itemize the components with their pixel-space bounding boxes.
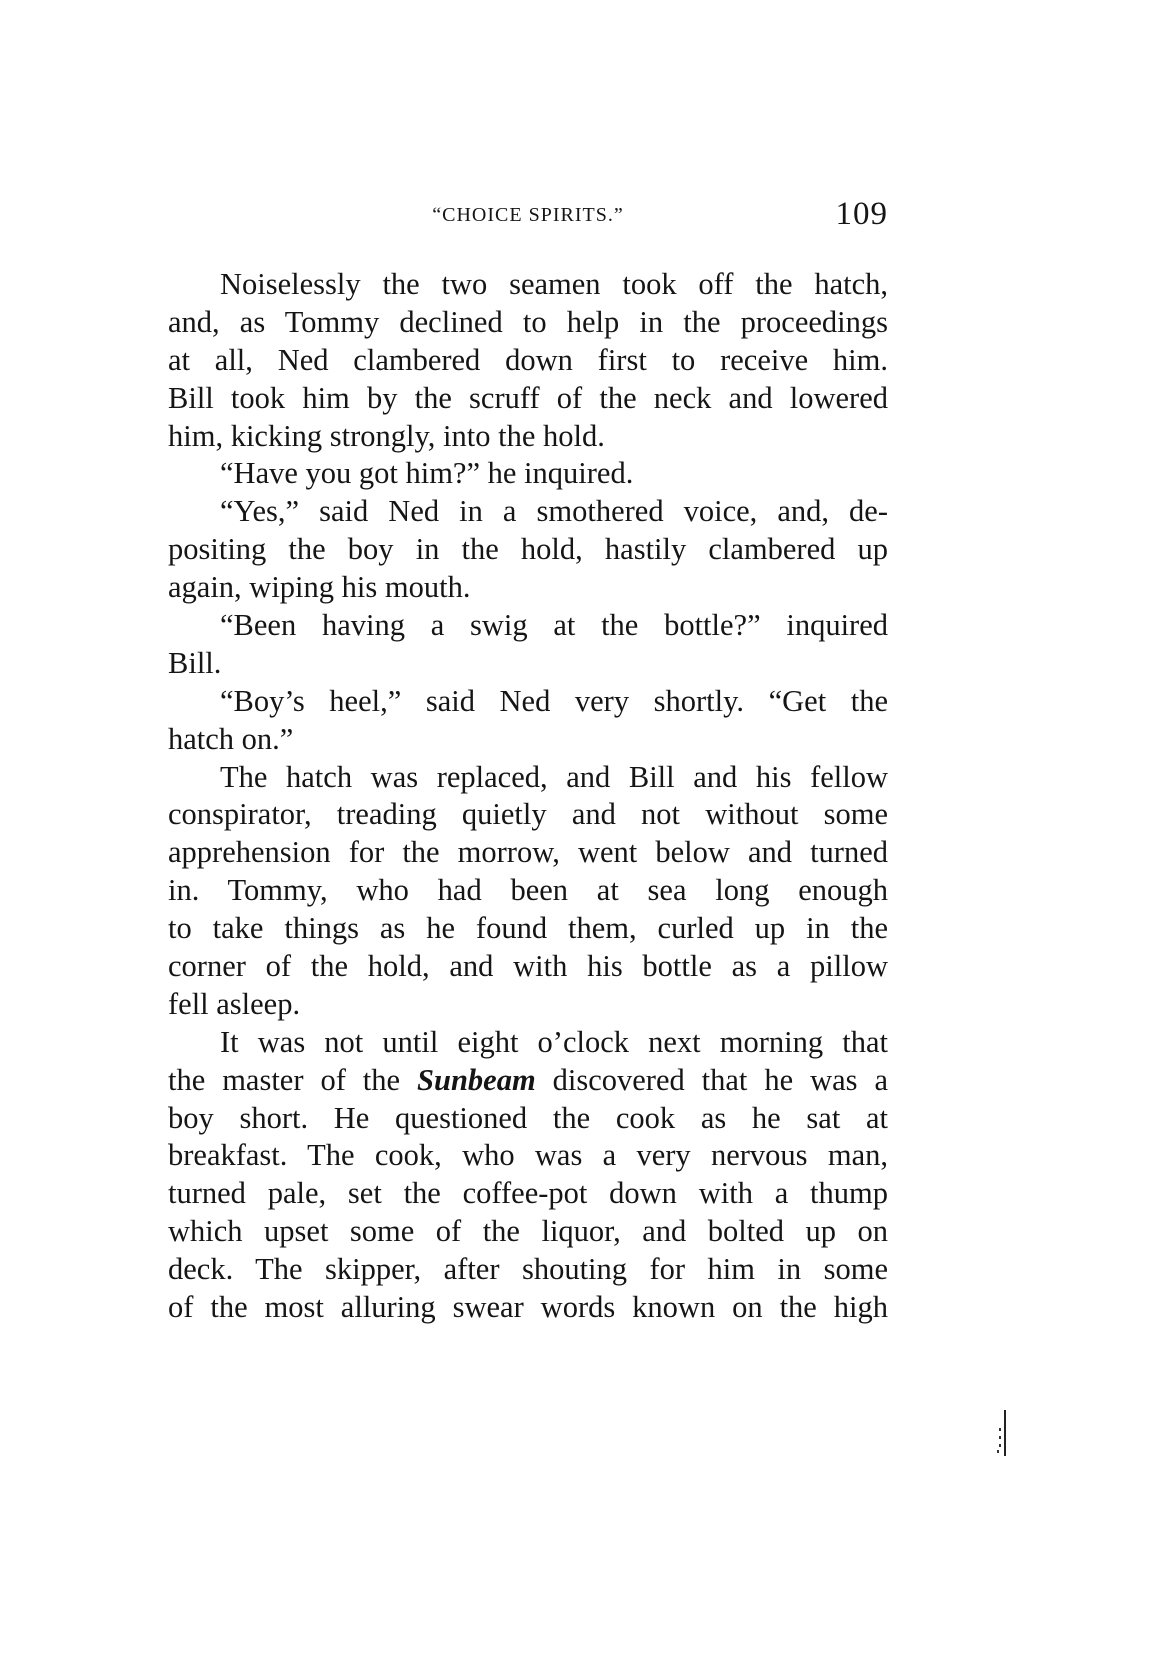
text-line: Bill. [168, 645, 222, 680]
text-line-ship-name [168, 1062, 888, 1100]
text-line: and, as Tommy declined to help in the proceedings [168, 304, 888, 339]
running-title: “CHOICE SPIRITS.” [432, 204, 624, 226]
text-line: “Been having a swig at the bottle?” inquired [220, 608, 888, 643]
text-line: Noiselessly the two seamen took off the hatch, [220, 267, 888, 301]
page-number: 109 [835, 196, 888, 232]
text-line: fell asleep. [168, 986, 301, 1021]
text-line: boy short. He questioned the cook as he sat at [168, 1100, 888, 1135]
text-line: corner of the hold, and with his bottle as a pillow [168, 949, 888, 984]
text-line: “Have you got him?” he inquired. [220, 456, 634, 491]
text-line: deck. The skipper, after shouting for him in some [168, 1252, 888, 1287]
running-head [168, 196, 888, 236]
text-line: breakfast. The cook, who was a very nervous man, [168, 1138, 888, 1173]
text-line: in. Tommy, who had been at sea long enough [168, 873, 888, 908]
text-line: conspirator, treading quietly and not without some [168, 797, 888, 832]
text-line: Bill took him by the scruff of the neck and lowered [168, 380, 888, 415]
text-line: which upset some of the liquor, and bolted up on [168, 1214, 888, 1249]
text-line: him, kicking strongly, into the hold. [168, 418, 605, 453]
ship-name: Sunbeam [417, 1062, 536, 1097]
text-line: to take things as he found them, curled up in the [168, 911, 888, 946]
text-line: at all, Ned clambered down first to receive him. [168, 342, 888, 377]
text-line: hatch on.” [168, 721, 294, 756]
text-line: The hatch was replaced, and Bill and his fellow [220, 759, 888, 794]
margin-mark-icon [996, 1410, 1008, 1456]
text-segment: the master of the [168, 1062, 418, 1097]
text-line: again, wiping his mouth. [168, 570, 471, 605]
text-line: of the most alluring swear words known on the high [168, 1290, 888, 1325]
text-line: “Yes,” said Ned in a smothered voice, and, de- [220, 494, 888, 529]
text-segment: discovered that he was a [535, 1062, 888, 1097]
body-text [168, 266, 888, 1327]
text-line: It was not until eight o’clock next morning that [220, 1024, 888, 1059]
text-line: positing the boy in the hold, hastily clambered up [168, 532, 888, 567]
text-line: “Boy’s heel,” said Ned very shortly. “Get the [220, 683, 888, 718]
text-line: apprehension for the morrow, went below and turned [168, 835, 888, 870]
text-line: turned pale, set the coffee-pot down with a thump [168, 1176, 888, 1211]
